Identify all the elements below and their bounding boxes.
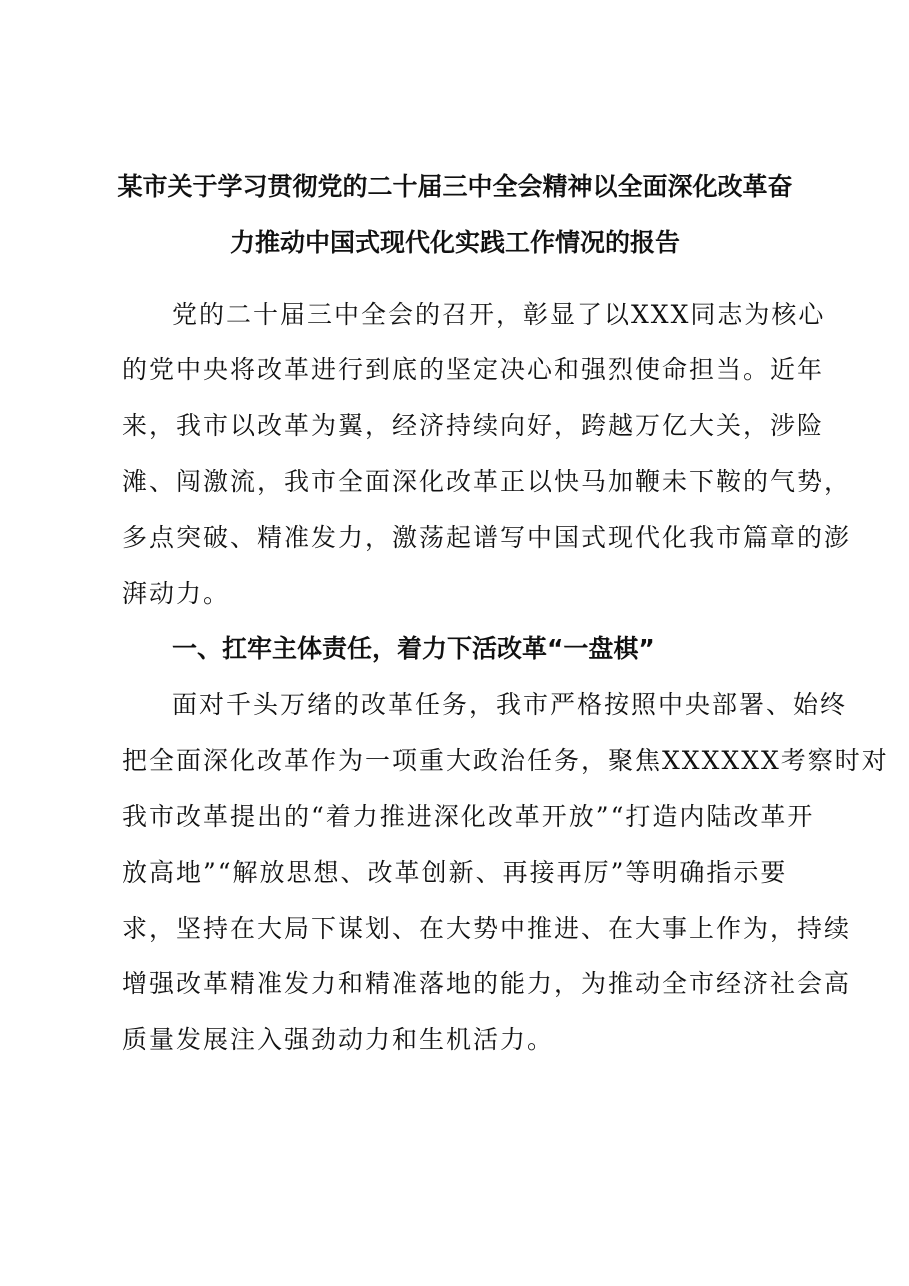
section-1-heading: 一、扛牢主体责任，着力下活改革“一盘棋” bbox=[172, 634, 655, 663]
intro-paragraph-line-4: 滩、闯激流，我市全面深化改革正以快马加鞭未下鞍的气势， bbox=[122, 467, 852, 496]
intro-paragraph-line-1: 党的二十届三中全会的召开，彰显了以XXX同志为核心 bbox=[172, 300, 826, 329]
section-1-paragraph-line-7: 质量发展注入强劲动力和生机活力。 bbox=[122, 1025, 555, 1054]
section-1-paragraph-line-3: 我市改革提出的“着力推进深化改革开放”“打造内陆改革开 bbox=[122, 802, 815, 831]
intro-paragraph-line-2: 的党中央将改革进行到底的坚定决心和强烈使命担当。近年 bbox=[122, 355, 825, 384]
report-title-line-1: 某市关于学习贯彻党的二十届三中全会精神以全面深化改革奋 bbox=[117, 172, 793, 201]
section-1-paragraph-line-2: 把全面深化改革作为一项重大政治任务，聚焦XXXXXX考察时对 bbox=[122, 746, 889, 775]
intro-paragraph-line-6: 湃动力。 bbox=[122, 579, 231, 608]
report-title-line-2: 力推动中国式现代化实践工作情况的报告 bbox=[229, 228, 680, 257]
section-1-paragraph-line-1: 面对千头万绪的改革任务，我市严格按照中央部署、始终 bbox=[172, 690, 848, 719]
section-1-paragraph-line-6: 增强改革精准发力和精准落地的能力，为推动全市经济社会高 bbox=[122, 969, 852, 998]
section-1-paragraph-line-5: 求，坚持在大局下谋划、在大势中推进、在大事上作为，持续 bbox=[122, 914, 852, 943]
intro-paragraph-line-5: 多点突破、精准发力，激荡起谱写中国式现代化我市篇章的澎 bbox=[122, 523, 852, 552]
section-1-paragraph-line-4: 放高地”“解放思想、改革创新、再接再厉”等明确指示要 bbox=[122, 858, 788, 887]
intro-paragraph-line-3: 来，我市以改革为翼，经济持续向好，跨越万亿大关，涉险 bbox=[122, 411, 825, 440]
